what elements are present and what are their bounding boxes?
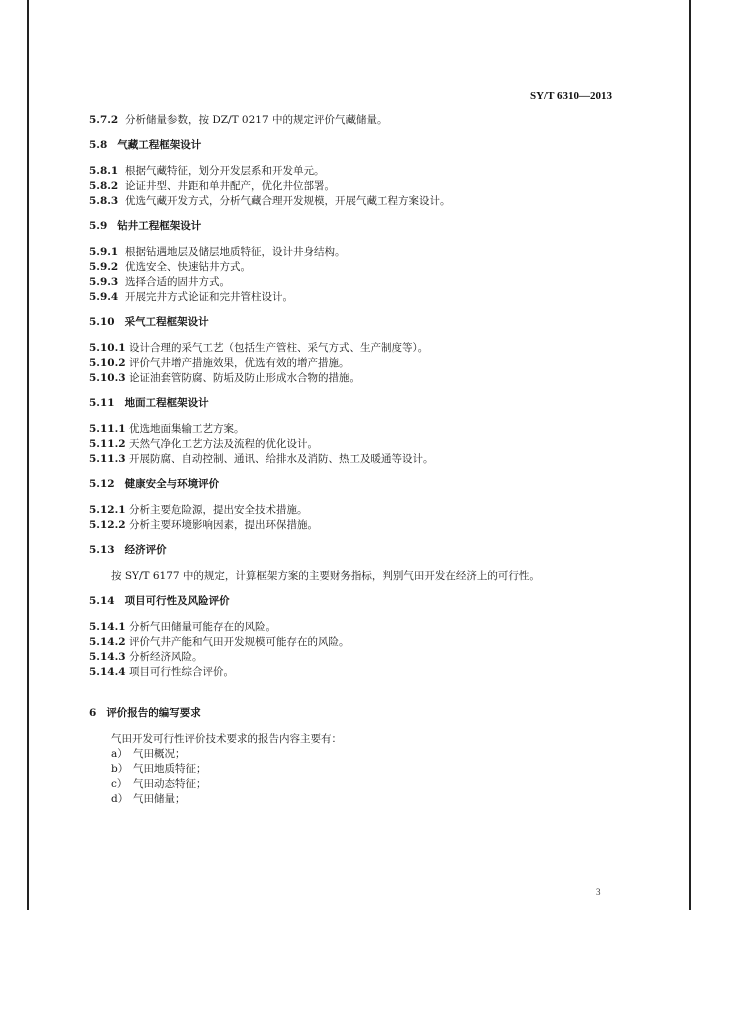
- heading-number: 5.9: [89, 220, 108, 232]
- clause-text: 评价气井产能和气田开发规模可能存在的风险。: [129, 636, 350, 648]
- clause-text: 优选安全、快速钻井方式。: [125, 261, 251, 273]
- clause-number: 5.14.4: [89, 666, 126, 678]
- clause-item: [89, 665, 619, 680]
- clause-number: 5.9.2: [89, 261, 119, 273]
- section-heading: [89, 396, 619, 411]
- clause-item: [89, 260, 619, 275]
- clause-number: 5.9.1: [89, 246, 119, 258]
- document-body: [89, 113, 619, 807]
- heading-number: 5.8: [89, 139, 108, 151]
- section-heading: [89, 543, 619, 558]
- clause-item: [89, 620, 619, 635]
- clause-number: 5.11.2: [89, 438, 126, 450]
- list-item: [111, 747, 619, 762]
- clause-text: 根据气藏特征，划分开发层系和开发单元。: [125, 165, 325, 177]
- clause-number: 5.10.3: [89, 372, 126, 384]
- clause-text: 评价气井增产措施效果，优选有效的增产措施。: [129, 357, 350, 369]
- list-marker: a）: [111, 748, 128, 760]
- clause-number: 5.8.1: [89, 165, 119, 177]
- clause-number: 5.8.3: [89, 195, 119, 207]
- heading-text: 健康安全与环境评价: [124, 478, 220, 490]
- clause-number: 5.10.2: [89, 357, 126, 369]
- clause-item: [89, 341, 619, 356]
- clause-paragraph: 按 SY/T 6177 中的规定，计算框架方案的主要财务指标，判别气田开发在经济上的可行性。: [111, 570, 540, 582]
- clause-item: [89, 518, 619, 533]
- heading-text: 气藏工程框架设计: [117, 139, 202, 151]
- heading-number: 5.11: [89, 397, 115, 409]
- heading-number: 5.10: [89, 316, 115, 328]
- list-text: 气田储量；: [133, 793, 186, 805]
- clause-item: [89, 179, 619, 194]
- clause-text: 选择合适的固井方式。: [125, 276, 230, 288]
- clause-text: 分析主要危险源，提出安全技术措施。: [129, 504, 308, 516]
- heading-text: 采气工程框架设计: [124, 316, 209, 328]
- clause-text: 优选气藏开发方式，分析气藏合理开发规模，开展气藏工程方案设计。: [125, 195, 451, 207]
- clause-item: [89, 650, 619, 665]
- clause-item: [89, 452, 619, 467]
- heading-number: 5.12: [89, 478, 115, 490]
- clause-text: 分析储量参数，按 DZ/T 0217 中的规定评价气藏储量。: [125, 114, 388, 126]
- heading-number: 6: [89, 707, 97, 719]
- clause-number: 5.9.4: [89, 291, 119, 303]
- heading-text: 项目可行性及风险评价: [124, 595, 230, 607]
- list-marker: c）: [111, 778, 128, 790]
- heading-number: 5.13: [89, 544, 115, 556]
- section-heading: [89, 477, 619, 492]
- list-text: 气田动态特征；: [133, 778, 207, 790]
- scan-right-edge: [689, 0, 691, 910]
- clause-text: 项目可行性综合评价。: [129, 666, 234, 678]
- clause-text: 设计合理的采气工艺（包括生产管柱、采气方式、生产制度等）。: [129, 342, 429, 354]
- section-6-list: [89, 747, 619, 807]
- clause-item: [89, 113, 619, 128]
- clause-text: 分析经济风险。: [129, 651, 203, 663]
- scan-left-edge: [27, 0, 29, 910]
- clause-text: 开展防腐、自动控制、通讯、给排水及消防、热工及暖通等设计。: [129, 453, 434, 465]
- clause-item: [89, 164, 619, 179]
- clause-number: 5.12.2: [89, 519, 126, 531]
- clause-item: [89, 275, 619, 290]
- standard-code: SY/T 6310—2013: [529, 90, 612, 102]
- clause-item: [89, 194, 619, 209]
- clause-number: 5.7.2: [89, 114, 119, 126]
- clause-item: [89, 356, 619, 371]
- clause-number: 5.9.3: [89, 276, 119, 288]
- clause-item: [89, 422, 619, 437]
- clause-number: 5.10.1: [89, 342, 126, 354]
- clause-text: 分析气田储量可能存在的风险。: [129, 621, 276, 633]
- section-heading: [89, 594, 619, 609]
- section-heading: [89, 138, 619, 153]
- clause-item: [89, 635, 619, 650]
- list-marker: b）: [111, 763, 129, 775]
- clause-text: 分析主要环境影响因素，提出环保措施。: [129, 519, 318, 531]
- clause-item: [89, 290, 619, 305]
- section-heading: [89, 315, 619, 330]
- heading-text: 经济评价: [124, 544, 167, 556]
- clause-number: 5.14.2: [89, 636, 126, 648]
- list-item: [111, 777, 619, 792]
- clause-item: [89, 503, 619, 518]
- list-item: [111, 792, 619, 807]
- clause-number: 5.11.3: [89, 453, 126, 465]
- list-text: 气田地质特征；: [133, 763, 207, 775]
- page-number: 3: [596, 887, 601, 897]
- heading-text: 地面工程框架设计: [124, 397, 209, 409]
- section-heading: [89, 219, 619, 234]
- list-item: [111, 762, 619, 777]
- heading-text: 评价报告的编写要求: [106, 707, 201, 719]
- clause-text: 天然气净化工艺方法及流程的优化设计。: [129, 438, 318, 450]
- clause-number: 5.12.1: [89, 504, 126, 516]
- list-text: 气田概况；: [133, 748, 186, 760]
- clause-item: [89, 245, 619, 260]
- clause-number: 5.8.2: [89, 180, 119, 192]
- clause-text: 根据钻遇地层及储层地质特征，设计井身结构。: [125, 246, 346, 258]
- clause-text: 论证油套管防腐、防垢及防止形成水合物的措施。: [129, 372, 360, 384]
- clause-item: [89, 371, 619, 386]
- list-marker: d）: [111, 793, 129, 805]
- section-6-intro: 气田开发可行性评价技术要求的报告内容主要有：: [111, 733, 342, 745]
- heading-number: 5.14: [89, 595, 115, 607]
- clause-text: 论证井型、井距和单井配产，优化井位部署。: [125, 180, 335, 192]
- clause-item: [89, 437, 619, 452]
- clause-text: 优选地面集输工艺方案。: [129, 423, 245, 435]
- clause-number: 5.14.3: [89, 651, 126, 663]
- clause-list: [89, 113, 619, 680]
- heading-text: 钻井工程框架设计: [117, 220, 202, 232]
- clause-number: 5.11.1: [89, 423, 126, 435]
- clause-number: 5.14.1: [89, 621, 126, 633]
- clause-text: 开展完井方式论证和完井管柱设计。: [125, 291, 293, 303]
- section-6-heading: [89, 706, 619, 721]
